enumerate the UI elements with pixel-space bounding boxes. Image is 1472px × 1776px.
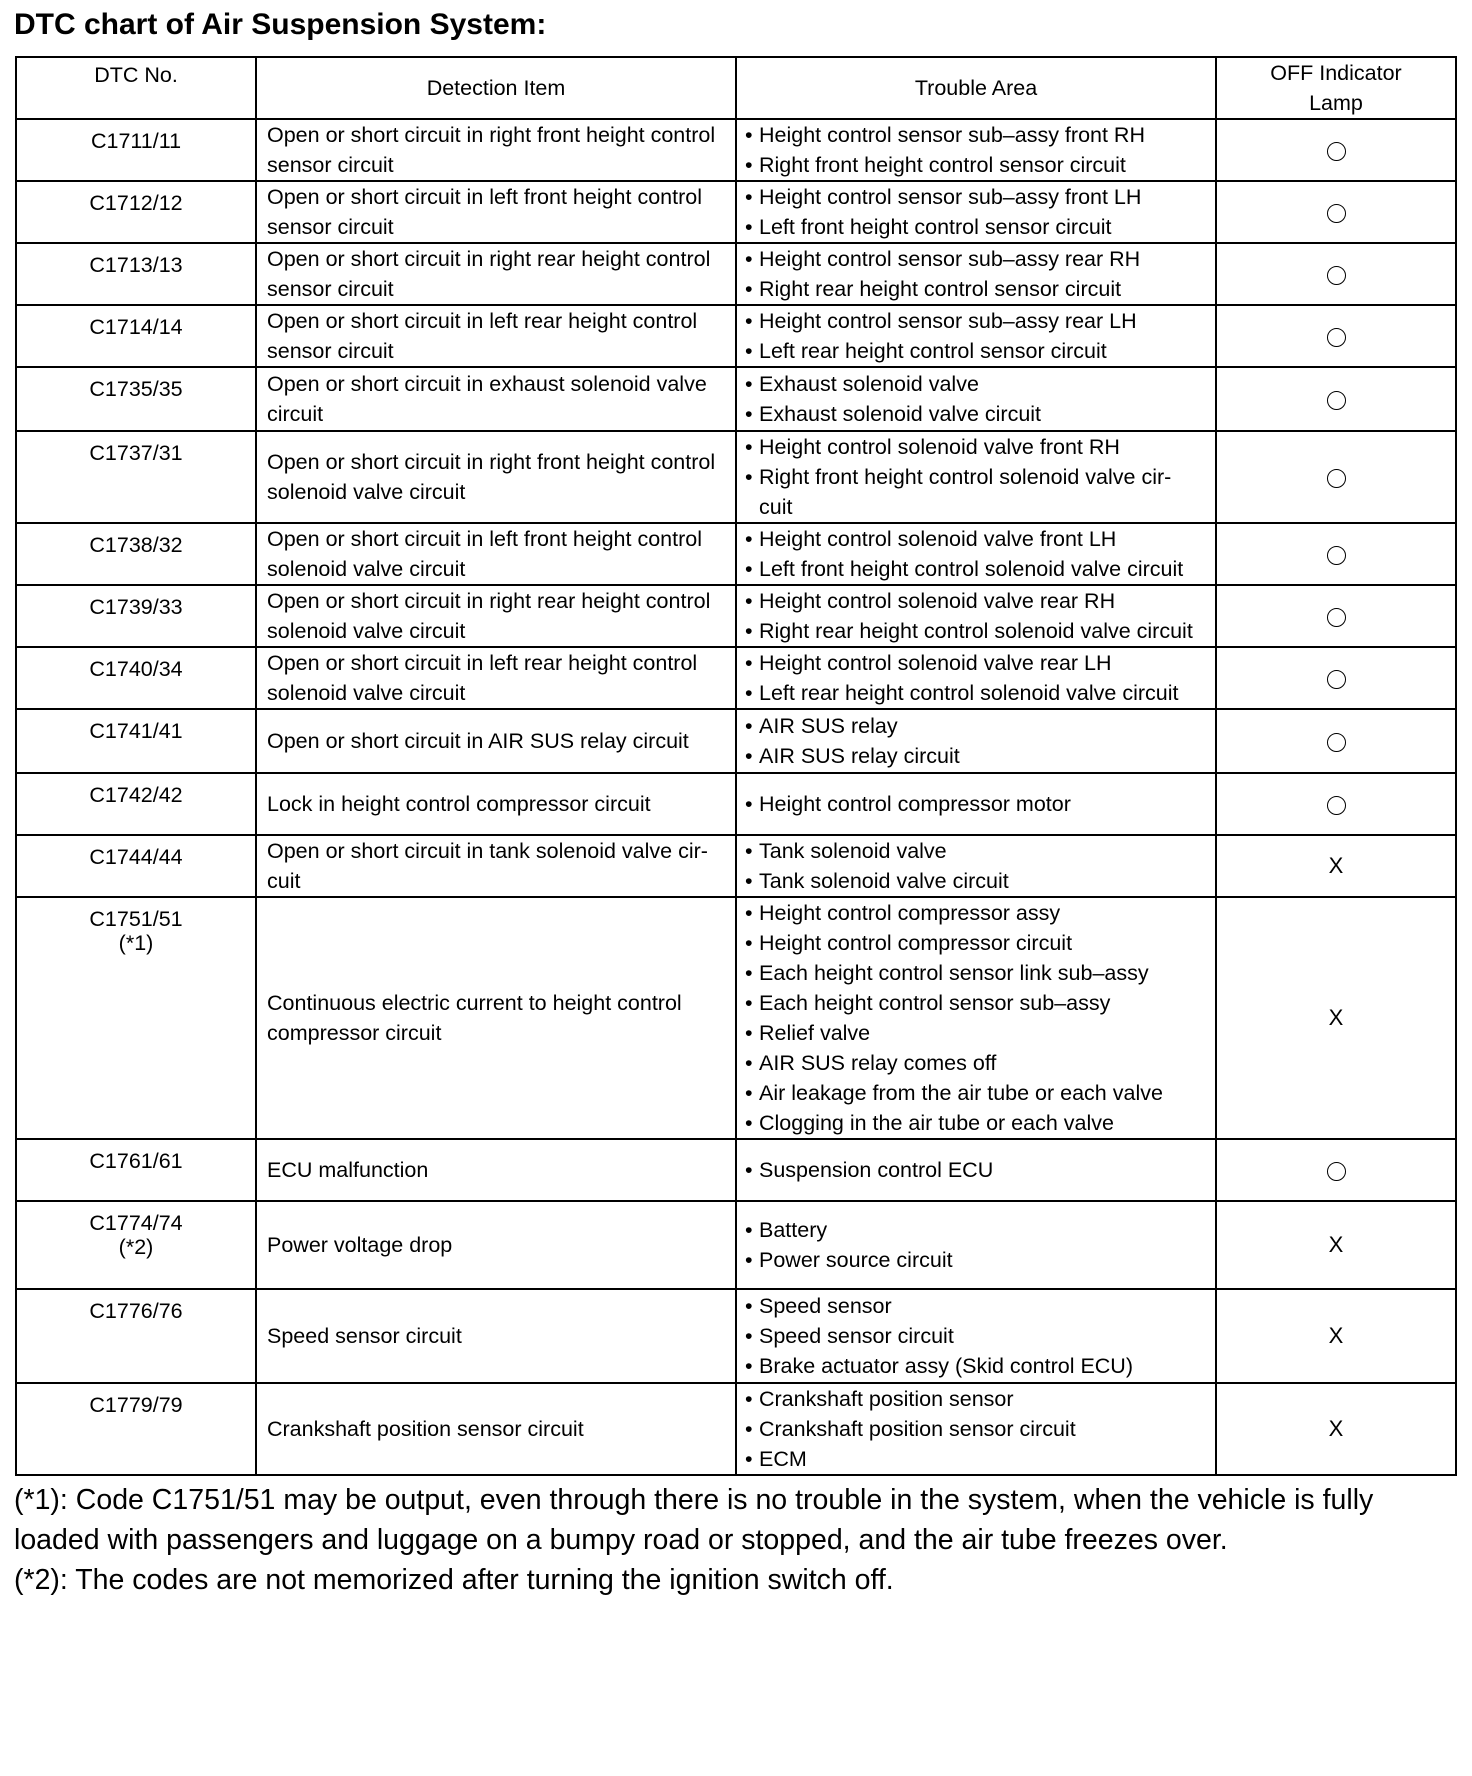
trouble-area-text: Brake actuator assy (Skid control ECU)	[759, 1354, 1133, 1378]
trouble-area-text: Power source circuit	[759, 1248, 953, 1272]
table-body	[16, 119, 1456, 1475]
trouble-area-item	[745, 1245, 1209, 1275]
circle-icon	[1327, 608, 1346, 627]
trouble-area-item	[745, 958, 1209, 988]
trouble-area-text: AIR SUS relay comes off	[759, 1051, 997, 1075]
bullet-icon: •	[745, 931, 753, 955]
trouble-area-item	[745, 836, 1209, 866]
trouble-area-cell	[736, 1201, 1216, 1289]
bullet-icon: •	[745, 339, 753, 363]
lamp-x-mark: X	[1328, 1323, 1344, 1348]
off-lamp-cell	[1216, 523, 1456, 585]
bullet-icon: •	[745, 901, 753, 925]
detection-item-cell: Open or short circuit in AIR SUS relay circuit	[256, 709, 736, 773]
bullet-icon: •	[745, 991, 753, 1015]
bullet-icon: •	[745, 1447, 753, 1471]
dtc-number-cell	[16, 709, 256, 773]
dtc-table	[15, 56, 1457, 1476]
trouble-area-item	[745, 1321, 1209, 1351]
table-row	[16, 431, 1456, 523]
off-lamp-cell	[1216, 585, 1456, 647]
dtc-number-cell	[16, 585, 256, 647]
bullet-icon: •	[745, 1294, 753, 1318]
trouble-area-cell	[736, 773, 1216, 835]
trouble-area-cell	[736, 367, 1216, 431]
bullet-icon: •	[745, 309, 753, 333]
trouble-area-text: Exhaust solenoid valve circuit	[759, 402, 1042, 426]
table-row	[16, 835, 1456, 897]
trouble-area-text: Left front height control solenoid valve circuit	[759, 557, 1184, 581]
bullet-icon: •	[745, 1248, 753, 1272]
bullet-icon: •	[745, 792, 753, 816]
header-off-indicator-lamp	[1216, 57, 1456, 119]
trouble-area-text: Exhaust solenoid valve	[759, 372, 979, 396]
trouble-area-cell	[736, 897, 1216, 1139]
bullet-icon: •	[745, 123, 753, 147]
dtc-number-cell	[16, 305, 256, 367]
trouble-area-item	[745, 1215, 1209, 1245]
detection-item-cell: Open or short circuit in right front height control sensor circuit	[256, 119, 736, 181]
bullet-icon: •	[745, 372, 753, 396]
bullet-icon: •	[745, 1021, 753, 1045]
dtc-code: C1713/13	[89, 253, 183, 277]
table-row	[16, 1201, 1456, 1289]
trouble-area-text: Left front height control sensor circuit	[759, 215, 1112, 239]
off-lamp-cell	[1216, 835, 1456, 897]
trouble-area-cell	[736, 585, 1216, 647]
detection-item-cell: Open or short circuit in left front height control solenoid valve circuit	[256, 523, 736, 585]
trouble-area-item	[745, 988, 1209, 1018]
trouble-area-text: Height control sensor sub–assy front RH	[759, 123, 1145, 147]
bullet-icon: •	[745, 435, 753, 459]
trouble-area-item	[745, 1155, 1209, 1185]
detection-item-cell: ECU malfunction	[256, 1139, 736, 1201]
footnote-1: (*1): Code C1751/51 may be output, even through there is no trouble in the system, when the vehicle is fully loaded with passengers and luggage on a bumpy road or stopped, and the air tube freezes over.	[14, 1484, 1374, 1556]
trouble-area-cell	[736, 181, 1216, 243]
off-lamp-cell	[1216, 367, 1456, 431]
table-row	[16, 119, 1456, 181]
trouble-area-text: Tank solenoid valve	[759, 839, 947, 863]
trouble-area-item	[745, 274, 1209, 304]
trouble-area-text: Height control compressor motor	[759, 792, 1071, 816]
bullet-icon: •	[745, 153, 753, 177]
bullet-icon: •	[745, 744, 753, 768]
trouble-area-item	[745, 182, 1209, 212]
trouble-area-item	[745, 369, 1209, 399]
trouble-area-item	[745, 1291, 1209, 1321]
trouble-area-text: Tank solenoid valve circuit	[759, 869, 1009, 893]
dtc-number-cell	[16, 897, 256, 1139]
dtc-code: C1740/34	[89, 657, 183, 681]
bullet-icon: •	[745, 1417, 753, 1441]
table-row	[16, 243, 1456, 305]
off-lamp-cell	[1216, 119, 1456, 181]
trouble-area-item	[745, 399, 1209, 429]
dtc-code: C1741/41	[89, 719, 183, 743]
trouble-area-item	[745, 648, 1209, 678]
dtc-code: C1739/33	[89, 595, 183, 619]
dtc-number-cell	[16, 181, 256, 243]
trouble-area-item	[745, 1444, 1209, 1474]
dtc-code: C1742/42	[89, 783, 183, 807]
detection-item-cell: Open or short circuit in left rear height control solenoid valve circuit	[256, 647, 736, 709]
header-row	[16, 57, 1456, 119]
trouble-area-text: Battery	[759, 1218, 828, 1242]
trouble-area-text: Height control sensor sub–assy rear RH	[759, 247, 1141, 271]
trouble-area-cell	[736, 431, 1216, 523]
header-lamp-line1: OFF Indicator	[1270, 61, 1402, 85]
table-row	[16, 1139, 1456, 1201]
bullet-icon: •	[745, 681, 753, 705]
dtc-footnote-ref: (*2)	[118, 1235, 154, 1259]
dtc-number-cell	[16, 119, 256, 181]
bullet-icon: •	[745, 215, 753, 239]
bullet-icon: •	[745, 839, 753, 863]
trouble-area-item	[745, 432, 1209, 462]
trouble-area-item	[745, 1351, 1209, 1381]
trouble-area-cell	[736, 1383, 1216, 1475]
trouble-area-item	[745, 741, 1209, 771]
trouble-area-item	[745, 1108, 1209, 1138]
bullet-icon: •	[745, 1051, 753, 1075]
bullet-icon: •	[745, 589, 753, 613]
dtc-number-cell	[16, 1201, 256, 1289]
dtc-number-cell	[16, 243, 256, 305]
detection-item-cell: Open or short circuit in right rear height control solenoid valve circuit	[256, 585, 736, 647]
trouble-area-cell	[736, 709, 1216, 773]
trouble-area-item	[745, 244, 1209, 274]
circle-icon	[1327, 670, 1346, 689]
trouble-area-item	[745, 336, 1209, 366]
detection-item-cell: Crankshaft position sensor circuit	[256, 1383, 736, 1475]
off-lamp-cell	[1216, 897, 1456, 1139]
trouble-area-cell	[736, 305, 1216, 367]
trouble-area-item	[745, 462, 1209, 522]
trouble-area-item	[745, 150, 1209, 180]
detection-item-cell: Open or short circuit in right front height control solenoid valve circuit	[256, 431, 736, 523]
dtc-number-cell	[16, 431, 256, 523]
dtc-number-cell	[16, 773, 256, 835]
circle-icon	[1327, 142, 1346, 161]
bullet-icon: •	[745, 869, 753, 893]
bullet-icon: •	[745, 1081, 753, 1105]
off-lamp-cell	[1216, 1289, 1456, 1383]
bullet-icon: •	[745, 1354, 753, 1378]
circle-icon	[1327, 266, 1346, 285]
trouble-area-item	[745, 711, 1209, 741]
trouble-area-text: ECM	[759, 1447, 807, 1471]
footnote-2: (*2): The codes are not memorized after turning the ignition switch off.	[14, 1564, 894, 1596]
circle-icon	[1327, 469, 1346, 488]
trouble-area-item	[745, 1078, 1209, 1108]
lamp-x-mark: X	[1328, 1416, 1344, 1441]
lamp-x-mark: X	[1328, 1005, 1344, 1030]
trouble-area-text: Suspension control ECU	[759, 1158, 994, 1182]
trouble-area-cell	[736, 647, 1216, 709]
bullet-icon: •	[745, 277, 753, 301]
off-lamp-cell	[1216, 431, 1456, 523]
dtc-code: C1744/44	[89, 845, 183, 869]
circle-icon	[1327, 204, 1346, 223]
dtc-number-cell	[16, 647, 256, 709]
dtc-code: C1735/35	[89, 377, 183, 401]
trouble-area-item	[745, 554, 1209, 584]
trouble-area-text: Air leakage from the air tube or each valve	[759, 1081, 1163, 1105]
off-lamp-cell	[1216, 1201, 1456, 1289]
table-row	[16, 647, 1456, 709]
bullet-icon: •	[745, 1324, 753, 1348]
bullet-icon: •	[745, 714, 753, 738]
circle-icon	[1327, 796, 1346, 815]
detection-item-cell: Open or short circuit in right rear height control sensor circuit	[256, 243, 736, 305]
bullet-icon: •	[745, 247, 753, 271]
table-row	[16, 585, 1456, 647]
table-row	[16, 367, 1456, 431]
detection-item-cell: Speed sensor circuit	[256, 1289, 736, 1383]
trouble-area-text: Right front height control sensor circuit	[759, 153, 1126, 177]
dtc-number-cell	[16, 1383, 256, 1475]
dtc-code: C1712/12	[89, 191, 183, 215]
bullet-icon: •	[745, 1218, 753, 1242]
header-trouble-area: Trouble Area	[736, 57, 1216, 119]
dtc-footnote-ref: (*1)	[118, 931, 154, 955]
bullet-icon: •	[745, 185, 753, 209]
circle-icon	[1327, 1162, 1346, 1181]
trouble-area-text: Right rear height control solenoid valve circuit	[759, 619, 1193, 643]
lamp-x-mark: X	[1328, 1232, 1344, 1257]
off-lamp-cell	[1216, 305, 1456, 367]
trouble-area-cell	[736, 1289, 1216, 1383]
trouble-area-text: Right rear height control sensor circuit	[759, 277, 1122, 301]
bullet-icon: •	[745, 527, 753, 551]
trouble-area-item	[745, 1048, 1209, 1078]
trouble-area-item	[745, 789, 1209, 819]
off-lamp-cell	[1216, 1383, 1456, 1475]
trouble-area-text: Relief valve	[759, 1021, 871, 1045]
circle-icon	[1327, 391, 1346, 410]
table-row	[16, 773, 1456, 835]
trouble-area-cell	[736, 523, 1216, 585]
trouble-area-item	[745, 898, 1209, 928]
dtc-number-cell	[16, 835, 256, 897]
trouble-area-text: Height control sensor sub–assy rear LH	[759, 309, 1137, 333]
dtc-code: C1774/74	[89, 1211, 183, 1235]
detection-item-cell: Open or short circuit in tank solenoid valve cir- cuit	[256, 835, 736, 897]
trouble-area-text: Each height control sensor sub–assy	[759, 991, 1111, 1015]
trouble-area-item	[745, 586, 1209, 616]
dtc-number-cell	[16, 1139, 256, 1201]
trouble-area-text: Height control solenoid valve front LH	[759, 527, 1117, 551]
trouble-area-item	[745, 1384, 1209, 1414]
trouble-area-item	[745, 120, 1209, 150]
trouble-area-text: Each height control sensor link sub–assy	[759, 961, 1149, 985]
trouble-area-text: Left rear height control sensor circuit	[759, 339, 1107, 363]
trouble-area-item	[745, 1414, 1209, 1444]
trouble-area-text: AIR SUS relay	[759, 714, 898, 738]
trouble-area-item	[745, 928, 1209, 958]
detection-item-cell: Power voltage drop	[256, 1201, 736, 1289]
dtc-code: C1711/11	[90, 129, 182, 153]
trouble-area-cell	[736, 119, 1216, 181]
circle-icon	[1327, 328, 1346, 347]
header-dtc-no: DTC No.	[16, 57, 256, 119]
dtc-code: C1751/51	[89, 907, 183, 931]
trouble-area-text: Left rear height control solenoid valve circuit	[759, 681, 1179, 705]
detection-item-cell: Continuous electric current to height control compressor circuit	[256, 897, 736, 1139]
dtc-code: C1738/32	[89, 533, 183, 557]
dtc-code: C1779/79	[89, 1393, 183, 1417]
trouble-area-item	[745, 212, 1209, 242]
table-row	[16, 1289, 1456, 1383]
trouble-area-item	[745, 678, 1209, 708]
bullet-icon: •	[745, 651, 753, 675]
off-lamp-cell	[1216, 243, 1456, 305]
detection-item-cell: Open or short circuit in left front height control sensor circuit	[256, 181, 736, 243]
trouble-area-item	[745, 866, 1209, 896]
bullet-icon: •	[745, 557, 753, 581]
detection-item-cell: Open or short circuit in exhaust solenoid valve circuit	[256, 367, 736, 431]
trouble-area-item	[745, 306, 1209, 336]
trouble-area-text: Crankshaft position sensor circuit	[759, 1417, 1076, 1441]
off-lamp-cell	[1216, 1139, 1456, 1201]
trouble-area-text: Right front height control solenoid valve cir- cuit	[759, 465, 1172, 519]
chart-title: DTC chart of Air Suspension System:	[14, 8, 547, 41]
table-row	[16, 897, 1456, 1139]
header-lamp-line2: Lamp	[1309, 91, 1363, 115]
header-detection-item: Detection Item	[256, 57, 736, 119]
off-lamp-cell	[1216, 181, 1456, 243]
detection-item-cell: Open or short circuit in left rear height control sensor circuit	[256, 305, 736, 367]
dtc-code: C1776/76	[89, 1299, 183, 1323]
trouble-area-item	[745, 1018, 1209, 1048]
trouble-area-text: Speed sensor circuit	[759, 1324, 954, 1348]
table-row	[16, 523, 1456, 585]
trouble-area-cell	[736, 835, 1216, 897]
trouble-area-text: Height control solenoid valve rear LH	[759, 651, 1112, 675]
trouble-area-text: Height control compressor circuit	[759, 931, 1073, 955]
trouble-area-text: Height control sensor sub–assy front LH	[759, 185, 1142, 209]
dtc-number-cell	[16, 523, 256, 585]
bullet-icon: •	[745, 1387, 753, 1411]
off-lamp-cell	[1216, 773, 1456, 835]
bullet-icon: •	[745, 402, 753, 426]
trouble-area-cell	[736, 243, 1216, 305]
detection-item-cell: Lock in height control compressor circuit	[256, 773, 736, 835]
table-row	[16, 181, 1456, 243]
circle-icon	[1327, 546, 1346, 565]
trouble-area-text: Clogging in the air tube or each valve	[759, 1111, 1114, 1135]
table-row	[16, 709, 1456, 773]
dtc-code: C1761/61	[89, 1149, 183, 1173]
off-lamp-cell	[1216, 709, 1456, 773]
off-lamp-cell	[1216, 647, 1456, 709]
trouble-area-item	[745, 524, 1209, 554]
circle-icon	[1327, 733, 1346, 752]
bullet-icon: •	[745, 465, 753, 489]
bullet-icon: •	[745, 961, 753, 985]
bullet-icon: •	[745, 619, 753, 643]
dtc-code: C1714/14	[89, 315, 183, 339]
dtc-number-cell	[16, 1289, 256, 1383]
dtc-code: C1737/31	[89, 441, 183, 465]
lamp-x-mark: X	[1328, 853, 1344, 878]
trouble-area-text: Speed sensor	[759, 1294, 892, 1318]
bullet-icon: •	[745, 1111, 753, 1135]
trouble-area-cell	[736, 1139, 1216, 1201]
table-row	[16, 305, 1456, 367]
bullet-icon: •	[745, 1158, 753, 1182]
table-row	[16, 1383, 1456, 1475]
trouble-area-text: AIR SUS relay circuit	[759, 744, 960, 768]
trouble-area-text: Height control compressor assy	[759, 901, 1061, 925]
trouble-area-item	[745, 616, 1209, 646]
dtc-number-cell	[16, 367, 256, 431]
trouble-area-text: Crankshaft position sensor	[759, 1387, 1014, 1411]
trouble-area-text: Height control solenoid valve front RH	[759, 435, 1120, 459]
trouble-area-text: Height control solenoid valve rear RH	[759, 589, 1116, 613]
